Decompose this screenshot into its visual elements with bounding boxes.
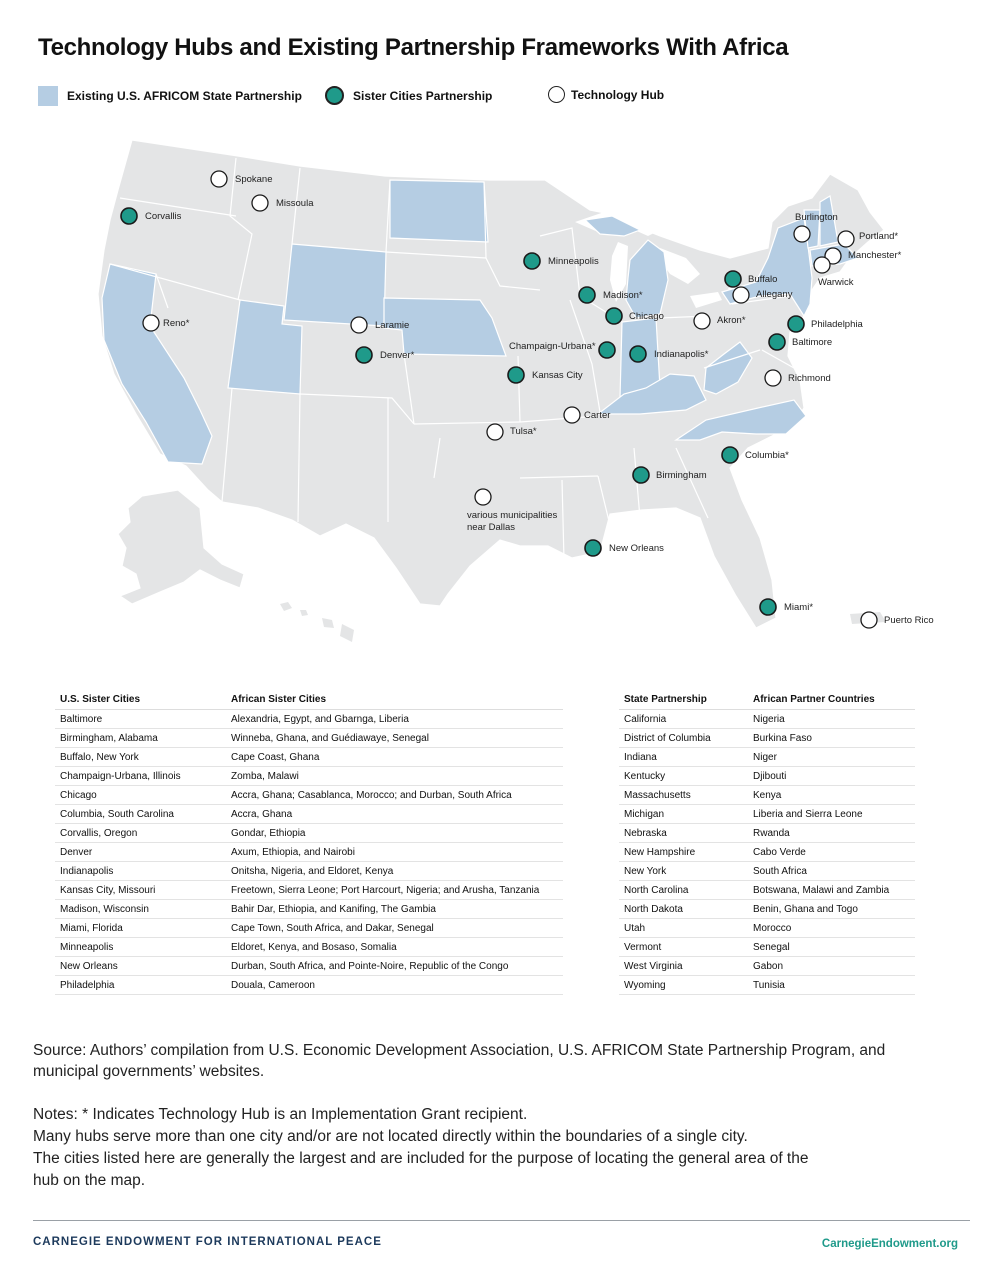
- table-cell: Bahir Dar, Ethiopia, and Kanifing, The Gambia: [226, 900, 563, 919]
- us-map-svg: [0, 118, 1000, 658]
- marker-minneapolis: [524, 253, 540, 269]
- label-indianapolis: Indianapolis*: [654, 349, 709, 360]
- marker-puerto-rico: [861, 612, 877, 628]
- table-cell: Birmingham, Alabama: [55, 729, 226, 748]
- table-cell: Accra, Ghana: [226, 805, 563, 824]
- table-cell: Wyoming: [619, 976, 748, 995]
- hawaii-shape: [280, 602, 354, 642]
- table-row: [619, 843, 915, 862]
- table-cell: Miami, Florida: [55, 919, 226, 938]
- label-missoula: Missoula: [276, 198, 314, 209]
- label-allegany: Allegany: [756, 289, 793, 300]
- table-row: [619, 919, 915, 938]
- legend-label-state-partnership: Existing U.S. AFRICOM State Partnership: [67, 89, 302, 103]
- table-cell: Nigeria: [748, 710, 915, 729]
- table-cell: Eldoret, Kenya, and Bosaso, Somalia: [226, 938, 563, 957]
- table-row: [619, 957, 915, 976]
- table-cell: Winneba, Ghana, and Guédiawaye, Senegal: [226, 729, 563, 748]
- table-cell: Nebraska: [619, 824, 748, 843]
- label-dallas-line1: various municipalities: [467, 510, 558, 521]
- table-cell: Minneapolis: [55, 938, 226, 957]
- table-cell: Benin, Ghana and Togo: [748, 900, 915, 919]
- table-cell: Liberia and Sierra Leone: [748, 805, 915, 824]
- table-row: [619, 710, 915, 729]
- table-cell: Gabon: [748, 957, 915, 976]
- table-cell: Douala, Cameroon: [226, 976, 563, 995]
- table-row: [55, 824, 563, 843]
- legend-item-sister-cities: [325, 86, 492, 105]
- marker-akron: [694, 313, 710, 329]
- label-birmingham: Birmingham: [656, 470, 707, 481]
- marker-portland: [838, 231, 854, 247]
- footer-divider: [33, 1220, 970, 1221]
- table-cell: Rwanda: [748, 824, 915, 843]
- table-row: [619, 900, 915, 919]
- state-north-dakota: [390, 180, 488, 242]
- label-tulsa: Tulsa*: [510, 426, 537, 437]
- tech-hub-dot-icon: [548, 86, 565, 103]
- table-cell: Corvallis, Oregon: [55, 824, 226, 843]
- table-cell: Axum, Ethiopia, and Nairobi: [226, 843, 563, 862]
- table-row: [619, 938, 915, 957]
- sister-cities-table-body: [55, 710, 563, 995]
- table-cell: Buffalo, New York: [55, 748, 226, 767]
- table-row: [619, 824, 915, 843]
- label-akron: Akron*: [717, 315, 746, 326]
- table-cell: Morocco: [748, 919, 915, 938]
- table-row: [55, 710, 563, 729]
- table-cell: New Orleans: [55, 957, 226, 976]
- table-row: [55, 881, 563, 900]
- label-portland: Portland*: [859, 231, 899, 242]
- table-cell: Champaign-Urbana, Illinois: [55, 767, 226, 786]
- table-row: [619, 805, 915, 824]
- marker-missoula: [252, 195, 268, 211]
- label-denver: Denver*: [380, 350, 415, 361]
- table-row: [55, 938, 563, 957]
- table-cell: Utah: [619, 919, 748, 938]
- notes-line: Many hubs serve more than one city and/or are not located directly within the boundaries of a single city.: [33, 1128, 748, 1145]
- marker-madison: [579, 287, 595, 303]
- marker-baltimore: [769, 334, 785, 350]
- table-cell: Denver: [55, 843, 226, 862]
- marker-kansas-city: [508, 367, 524, 383]
- table-cell: Kenya: [748, 786, 915, 805]
- table-cell: California: [619, 710, 748, 729]
- table-cell: Madison, Wisconsin: [55, 900, 226, 919]
- table-row: [619, 748, 915, 767]
- label-richmond: Richmond: [788, 373, 831, 384]
- legend-item-state-partnership: [38, 86, 302, 106]
- label-dallas-line2: near Dallas: [467, 522, 516, 533]
- table-row: [55, 843, 563, 862]
- table-cell: Baltimore: [55, 710, 226, 729]
- table-cell: New York: [619, 862, 748, 881]
- label-minneapolis: Minneapolis: [548, 256, 599, 267]
- state-partnership-swatch: [38, 86, 58, 106]
- marker-columbia: [722, 447, 738, 463]
- label-corvallis: Corvallis: [145, 211, 182, 222]
- table-cell: Chicago: [55, 786, 226, 805]
- label-warwick: Warwick: [818, 277, 854, 288]
- table-row: [619, 786, 915, 805]
- table-cell: Indianapolis: [55, 862, 226, 881]
- label-buffalo: Buffalo: [748, 274, 778, 285]
- label-kansas-city: Kansas City: [532, 370, 583, 381]
- sister-cities-header-africa: African Sister Cities: [226, 690, 563, 710]
- notes: [33, 1104, 953, 1192]
- marker-laramie: [351, 317, 367, 333]
- table-cell: Cape Coast, Ghana: [226, 748, 563, 767]
- table-row: [619, 862, 915, 881]
- table-cell: Philadelphia: [55, 976, 226, 995]
- label-laramie: Laramie: [375, 320, 410, 331]
- table-cell: Durban, South Africa, and Pointe-Noire, Republic of the Congo: [226, 957, 563, 976]
- marker-allegany: [733, 287, 749, 303]
- table-cell: Onitsha, Nigeria, and Eldoret, Kenya: [226, 862, 563, 881]
- table-cell: Tunisia: [748, 976, 915, 995]
- label-chicago: Chicago: [629, 311, 664, 322]
- alaska-shape: [118, 490, 244, 604]
- label-miami: Miami*: [784, 602, 814, 613]
- marker-dallas: [475, 489, 491, 505]
- label-new-orleans: New Orleans: [609, 543, 664, 554]
- state-partnership-table-body: [619, 710, 915, 995]
- table-row: [55, 767, 563, 786]
- table-row: [55, 748, 563, 767]
- marker-philadelphia: [788, 316, 804, 332]
- table-row: [55, 976, 563, 995]
- table-cell: District of Columbia: [619, 729, 748, 748]
- table-cell: Freetown, Sierra Leone; Port Harcourt, Nigeria; and Arusha, Tanzania: [226, 881, 563, 900]
- table-cell: Kentucky: [619, 767, 748, 786]
- marker-reno: [143, 315, 159, 331]
- state-partnership-table: [619, 690, 915, 995]
- table-cell: South Africa: [748, 862, 915, 881]
- marker-richmond: [765, 370, 781, 386]
- table-cell: Cabo Verde: [748, 843, 915, 862]
- sister-city-dot-icon: [325, 86, 344, 105]
- legend: [38, 86, 738, 108]
- state-wyoming: [284, 244, 386, 326]
- table-cell: Botswana, Malawi and Zambia: [748, 881, 915, 900]
- table-cell: New Hampshire: [619, 843, 748, 862]
- table-cell: Massachusetts: [619, 786, 748, 805]
- table-row: [55, 862, 563, 881]
- table-cell: Vermont: [619, 938, 748, 957]
- table-row: [619, 729, 915, 748]
- marker-tulsa: [487, 424, 503, 440]
- us-map: [0, 118, 1000, 658]
- table-cell: Senegal: [748, 938, 915, 957]
- table-cell: Accra, Ghana; Casablanca, Morocco; and Durban, South Africa: [226, 786, 563, 805]
- legend-label-sister-cities: Sister Cities Partnership: [353, 88, 493, 103]
- table-cell: Djibouti: [748, 767, 915, 786]
- label-manchester: Manchester*: [848, 250, 902, 261]
- table-row: [619, 881, 915, 900]
- notes-line: hub on the map.: [33, 1172, 146, 1189]
- marker-miami: [760, 599, 776, 615]
- marker-denver: [356, 347, 372, 363]
- table-row: [55, 957, 563, 976]
- table-cell: Kansas City, Missouri: [55, 881, 226, 900]
- table-cell: Indiana: [619, 748, 748, 767]
- marker-chicago: [606, 308, 622, 324]
- notes-line: Notes: * Indicates Technology Hub is an Implementation Grant recipient.: [33, 1106, 528, 1123]
- label-columbia: Columbia*: [745, 450, 789, 461]
- label-burlington: Burlington: [795, 212, 838, 223]
- table-cell: Burkina Faso: [748, 729, 915, 748]
- table-cell: Cape Town, South Africa, and Dakar, Senegal: [226, 919, 563, 938]
- table-row: [619, 767, 915, 786]
- marker-birmingham: [633, 467, 649, 483]
- marker-spokane: [211, 171, 227, 187]
- state-partnership-header-countries: African Partner Countries: [748, 690, 915, 710]
- marker-buffalo: [725, 271, 741, 287]
- source-note: Source: Authors’ compilation from U.S. Economic Development Association, U.S. AFRICOM State Partnership Program, and municipal governments’ websites.: [33, 1042, 886, 1080]
- marker-carter: [564, 407, 580, 423]
- sister-cities-table: [55, 690, 563, 995]
- marker-new-orleans: [585, 540, 601, 556]
- table-row: [55, 729, 563, 748]
- table-cell: Zomba, Malawi: [226, 767, 563, 786]
- legend-item-tech-hub: [548, 86, 664, 103]
- footer-website-link[interactable]: CarnegieEndowment.org: [821, 1238, 958, 1250]
- marker-warwick: [814, 257, 830, 273]
- label-spokane: Spokane: [235, 174, 273, 185]
- table-cell: Niger: [748, 748, 915, 767]
- label-baltimore: Baltimore: [792, 337, 833, 348]
- label-carter: Carter: [584, 410, 611, 421]
- label-philadelphia: Philadelphia: [811, 319, 863, 330]
- marker-corvallis: [121, 208, 137, 224]
- legend-label-tech-hub: Technology Hub: [571, 87, 665, 102]
- notes-line: The cities listed here are generally the largest and are included for the purpose of locating the general area of the: [33, 1150, 809, 1167]
- table-row: [55, 900, 563, 919]
- table-cell: Gondar, Ethiopia: [226, 824, 563, 843]
- state-partnership-header-state: State Partnership: [619, 690, 748, 710]
- label-puerto-rico: Puerto Rico: [884, 615, 934, 626]
- map-title: Technology Hubs and Existing Partnership Frameworks With Africa: [38, 34, 789, 61]
- marker-indianapolis: [630, 346, 646, 362]
- marker-champaign: [599, 342, 615, 358]
- table-row: [619, 976, 915, 995]
- table-row: [55, 919, 563, 938]
- table-cell: Columbia, South Carolina: [55, 805, 226, 824]
- marker-burlington: [794, 226, 810, 242]
- table-row: [55, 786, 563, 805]
- label-reno: Reno*: [163, 318, 190, 329]
- table-cell: North Carolina: [619, 881, 748, 900]
- table-cell: Michigan: [619, 805, 748, 824]
- label-champaign: Champaign-Urbana*: [509, 341, 596, 352]
- table-cell: Alexandria, Egypt, and Gbarnga, Liberia: [226, 710, 563, 729]
- table-row: [55, 805, 563, 824]
- table-cell: West Virginia: [619, 957, 748, 976]
- label-madison: Madison*: [603, 290, 643, 301]
- table-cell: North Dakota: [619, 900, 748, 919]
- footer-org-name: CARNEGIE ENDOWMENT FOR INTERNATIONAL PEACE: [33, 1236, 382, 1248]
- sister-cities-header-us: U.S. Sister Cities: [55, 690, 226, 710]
